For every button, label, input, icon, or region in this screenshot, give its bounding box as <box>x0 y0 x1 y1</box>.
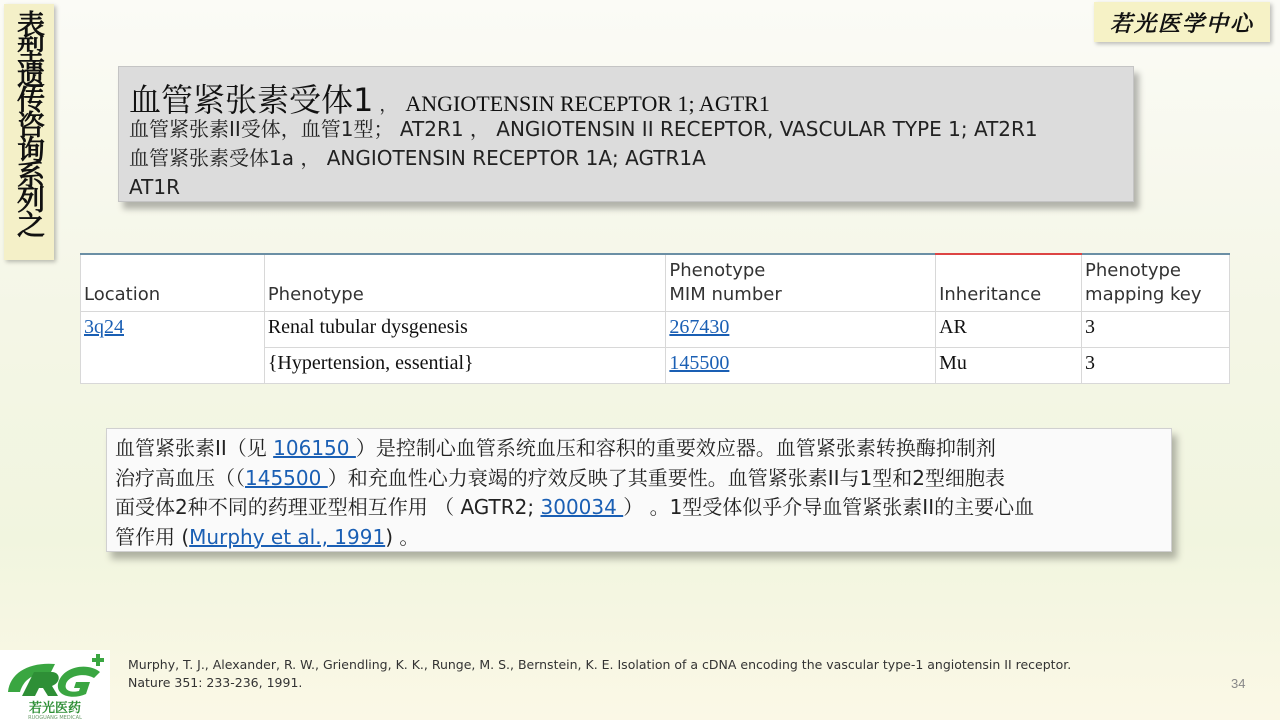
reference-citation <box>128 656 1228 692</box>
description-line: 治疗高血压（（145500 ）和充血性心力衰竭的疗效反映了其重要性。血管紧张素II与1型和2型细胞表 <box>115 465 1005 490</box>
header-inheritance: Inheritance <box>936 254 1082 312</box>
header-phenotype: Phenotype <box>264 254 666 312</box>
phenotype-cell: {Hypertension, essential} <box>264 348 666 384</box>
series-title-text: 表型遗传咨询系列之 <box>13 10 46 235</box>
inheritance-cell: AR <box>936 312 1082 348</box>
location-link[interactable]: 3q24 <box>84 316 124 338</box>
description-line: 面受体2种不同的药理亚型相互作用 （ AGTR2; 300034 ） 。1型受体似乎介导血管紧张素II的主要心血 <box>115 495 1035 519</box>
mim-cell <box>666 348 936 384</box>
mim-link[interactable]: 267430 <box>669 316 730 338</box>
logo-text: 若光医药 <box>28 701 82 716</box>
mim-cell <box>666 312 936 348</box>
description-line: 血管紧张素II（见 106150 ）是控制心血管系统血压和容积的重要效应器。血管紧张素转换酶抑制剂 <box>115 436 996 460</box>
gene-alias-2: 血管紧张素受体1a ， ANGIOTENSIN RECEPTOR 1A; AGTR1A <box>129 146 706 170</box>
table-header-row <box>81 254 1230 312</box>
gene-title-en: ANGIOTENSIN RECEPTOR 1; AGTR1 <box>405 91 770 116</box>
reference-line-2: Nature 351: 233-236, 1991. <box>128 675 303 690</box>
reference-line-1: Murphy, T. J., Alexander, R. W., Griendling, K. K., Runge, M. S., Bernstein, K. E. Isolation of a cDNA encoding the vascular type-1 angiotensin II receptor. <box>128 657 1072 672</box>
page-number: 34 <box>1231 676 1246 691</box>
header-mim-number: Phenotype MIM number <box>666 254 936 312</box>
logo-subtext: RUOGUANG MEDICAL <box>28 715 82 720</box>
gene-title-cn: 血管紧张素受体1 <box>129 81 374 119</box>
mapping-key-cell: 3 <box>1082 312 1230 348</box>
gene-title-separator: ， <box>379 95 398 116</box>
omim-link-145500[interactable]: 145500 <box>245 465 328 490</box>
table-row <box>81 312 1230 348</box>
description-line: 管作用 (Murphy et al., 1991) 。 <box>115 524 420 549</box>
header-location: Location <box>81 254 265 312</box>
center-name-label: 若光医学中心 <box>1094 2 1270 42</box>
inheritance-cell: Mu <box>936 348 1082 384</box>
header-mapping-key: Phenotype mapping key <box>1082 254 1230 312</box>
omim-link-106150[interactable]: 106150 <box>273 436 356 460</box>
gene-title-box <box>118 66 1134 202</box>
description-box <box>106 428 1172 552</box>
omim-link-300034[interactable]: 300034 <box>540 495 624 519</box>
gene-alias-3: AT1R <box>129 175 180 199</box>
mim-link[interactable]: 145500 <box>669 352 730 374</box>
phenotype-table <box>80 253 1230 384</box>
phenotype-cell: Renal tubular dysgenesis <box>264 312 666 348</box>
ruoguang-logo <box>0 650 110 720</box>
mapping-key-cell: 3 <box>1082 348 1230 384</box>
gene-alias-1: 血管紧张素II受体，血管1型； AT2R1 ， ANGIOTENSIN II RECEPTOR, VASCULAR TYPE 1; AT2R1 <box>129 117 1038 141</box>
series-title-label <box>4 4 54 260</box>
gene-title <box>129 75 1123 119</box>
reference-link-murphy[interactable]: Murphy et al., 1991 <box>189 524 386 549</box>
location-cell <box>81 312 265 384</box>
